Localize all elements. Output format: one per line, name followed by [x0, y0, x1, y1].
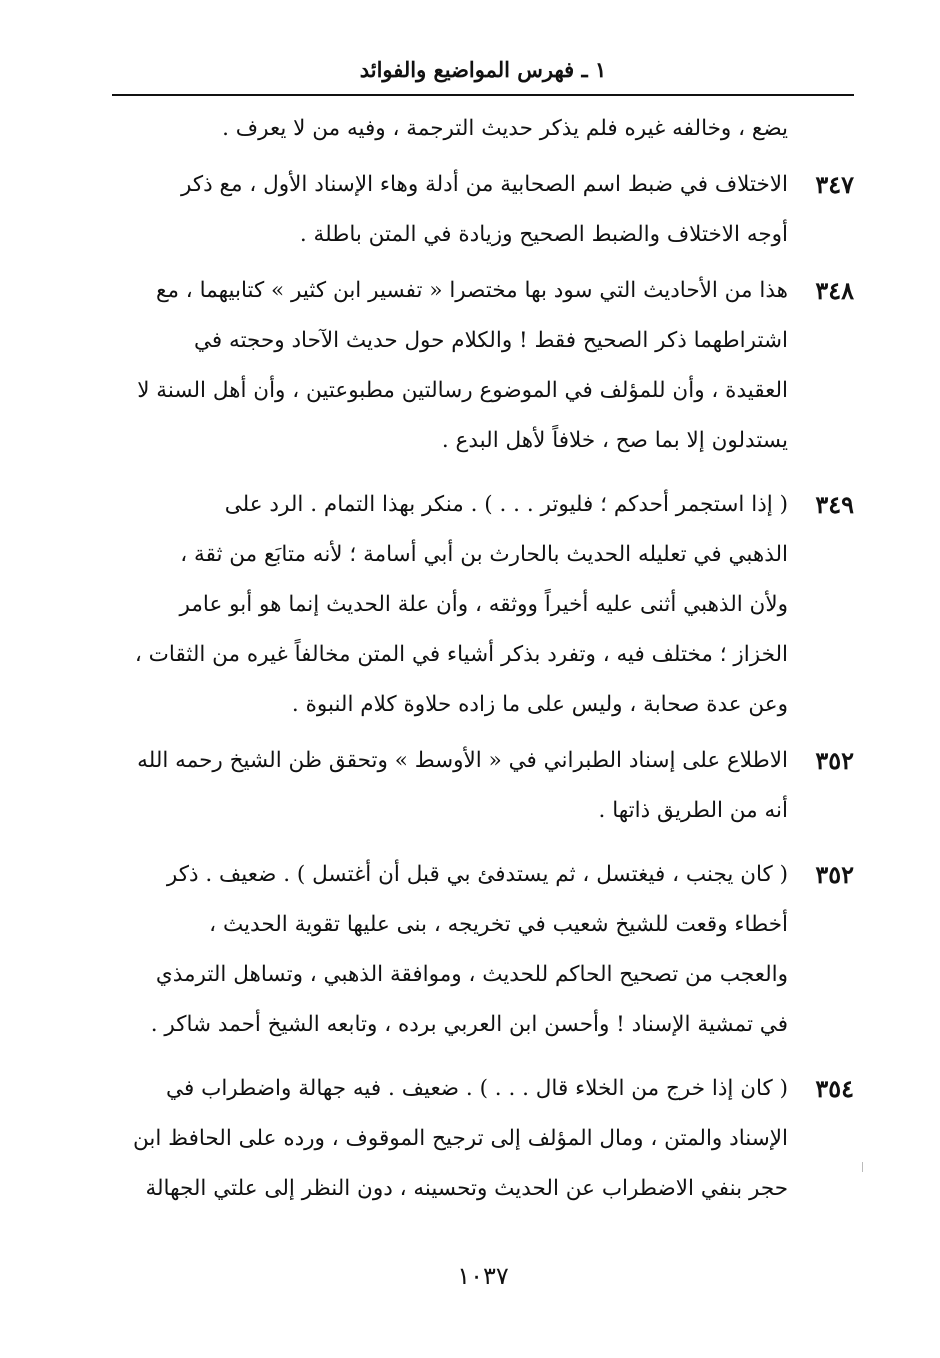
- entry-line: ( إذا استجمر أحدكم ؛ فليوتر . . . ) . منكر بهذا التمام . الرد على: [224, 492, 788, 517]
- entry-line: وعن عدة صحابة ، وليس على ما زاده حلاوة كلام النبوة .: [291, 692, 788, 717]
- index-entry-352a: [112, 736, 854, 836]
- index-entry-348: [112, 266, 854, 466]
- header-title: ١ ـ فهرس المواضيع والفوائد: [359, 57, 607, 82]
- index-entry-347: [112, 160, 854, 260]
- index-list: [112, 104, 854, 1214]
- entry-line: العقيدة ، وأن للمؤلف في الموضوع رسالتين مطبوعتين ، وأن أهل السنة لا: [137, 378, 788, 403]
- entry-line: والعجب من تصحيح الحاكم للحديث ، وموافقة الذهبي ، وتساهل الترمذي: [155, 962, 788, 987]
- entry-number: ٣٥٢: [815, 860, 854, 889]
- index-entry-354: [112, 1064, 854, 1214]
- continuation-entry: [112, 104, 854, 154]
- continuation-line: يضع ، وخالفه غيره فلم يذكر حديث الترجمة ، وفيه من لا يعرف .: [222, 116, 788, 141]
- entry-number: ٣٥٢: [815, 746, 854, 775]
- entry-line: أنه من الطريق ذاتها .: [598, 798, 788, 823]
- entry-line: أخطاء وقعت للشيخ شعيب في تخريجه ، بنى عليها تقوية الحديث ،: [209, 912, 788, 937]
- page-footer: [112, 1262, 854, 1290]
- entry-line: الإسناد والمتن ، ومال المؤلف إلى ترجيح الموقوف ، ورده على الحافظ ابن: [133, 1126, 788, 1151]
- entry-line: اشتراطهما ذكر الصحيح فقط ! والكلام حول حديث الآحاد وحجته في: [194, 328, 788, 353]
- margin-mark: [862, 1162, 863, 1172]
- entry-line: ولأن الذهبي أثنى عليه أخيراً ووثقه ، وأن علة الحديث إنما هو أبو عامر: [179, 592, 788, 617]
- running-header: [112, 52, 854, 96]
- entry-line: يستدلون إلا بما صح ، خلافاً لأهل البدع .: [441, 428, 788, 453]
- index-entry-352b: [112, 850, 854, 1050]
- entry-line: أوجه الاختلاف والضبط الصحيح وزيادة في المتن باطلة .: [299, 222, 788, 247]
- entry-line: في تمشية الإسناد ! وأحسن ابن العربي برده ، وتابعه الشيخ أحمد شاكر .: [150, 1012, 788, 1037]
- entry-line: الذهبي في تعليله الحديث بالحارث بن أبي أسامة ؛ لأنه متابَع من ثقة ،: [180, 542, 788, 567]
- entry-line: الاطلاع على إسناد الطبراني في « الأوسط » وتحقق ظن الشيخ رحمه الله: [137, 748, 788, 773]
- entry-line: الاختلاف في ضبط اسم الصحابية من أدلة وهاء الإسناد الأول ، مع ذكر: [181, 172, 788, 197]
- entry-number: ٣٤٩: [815, 490, 854, 519]
- entry-number: ٣٤٨: [815, 276, 854, 305]
- page-number: ١٠٣٧: [457, 1262, 509, 1290]
- entry-line: ( كان يجنب ، فيغتسل ، ثم يستدفئ بي قبل أن أغتسل ) . ضعيف . ذكر: [166, 862, 788, 887]
- index-entry-349: [112, 480, 854, 730]
- entry-number: ٣٥٤: [815, 1074, 854, 1103]
- entry-line: هذا من الأحاديث التي سود بها مختصرا « تفسير ابن كثير » كتابيهما ، مع: [156, 278, 788, 303]
- entry-number: ٣٤٧: [815, 170, 854, 199]
- entry-line: حجر بنفي الاضطراب عن الحديث وتحسينه ، دون النظر إلى علتي الجهالة: [145, 1176, 788, 1201]
- entry-line: الخزاز ؛ مختلف فيه ، وتفرد بذكر أشياء في المتن مخالفاً غيره من الثقات ،: [134, 642, 788, 667]
- entry-line: ( كان إذا خرج من الخلاء قال . . . ) . ضعيف . فيه جهالة واضطراب في: [166, 1076, 788, 1101]
